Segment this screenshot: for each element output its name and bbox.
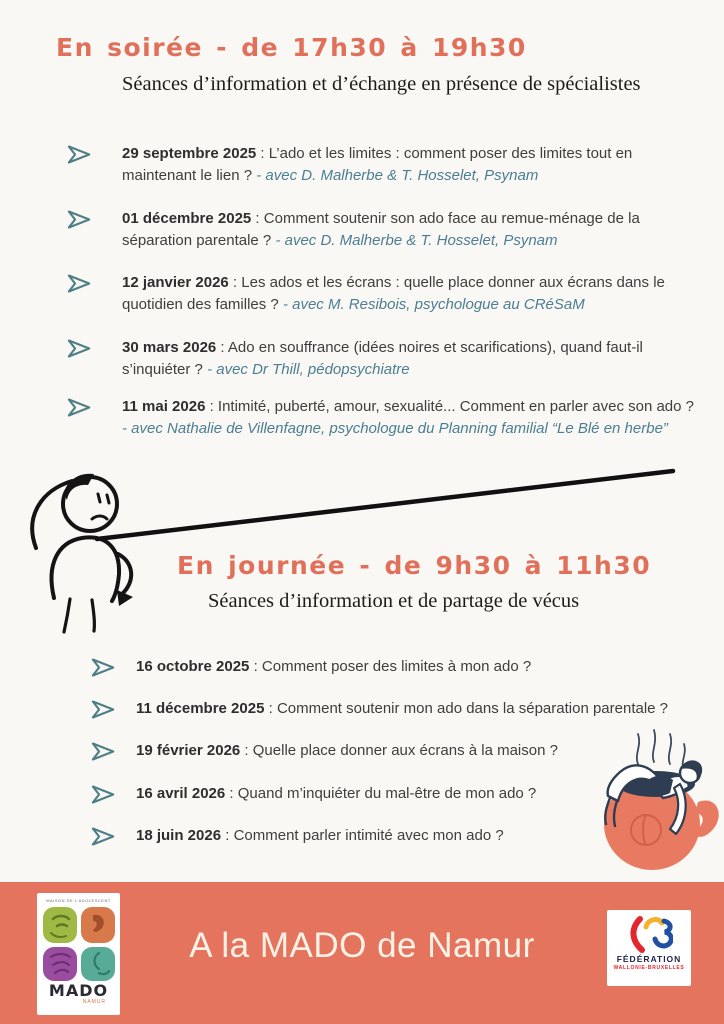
mado-logo-header: MAISON DE L’ADOLESCENT xyxy=(46,898,111,903)
session-date: 19 février 2026 xyxy=(136,742,241,759)
coffee-cup-person-illustration xyxy=(586,722,721,879)
session-text xyxy=(122,337,694,381)
arrow-bullet-icon xyxy=(66,337,93,360)
session-topic: : Comment parler intimité avec mon ado ? xyxy=(221,827,504,844)
fwb-logo xyxy=(607,910,691,986)
session-topic: : Quelle place donner aux écrans à la maison ? xyxy=(240,742,558,759)
session-date: 16 octobre 2025 xyxy=(136,658,250,675)
arrow-bullet-icon xyxy=(66,272,93,295)
session-topic: : Comment soutenir son ado face au remue-ménage de la séparation parentale ? xyxy=(122,210,640,249)
arrow-bullet-icon xyxy=(66,396,93,419)
mado-logo-city: NAMUR xyxy=(82,999,106,1005)
session-text xyxy=(122,396,694,440)
thinking-person-illustration xyxy=(22,468,138,634)
session-date: 16 avril 2026 xyxy=(136,785,226,802)
session-text xyxy=(122,208,694,252)
arrow-bullet-icon xyxy=(90,783,117,806)
session-speakers: - avec D. Malherbe & T. Hosselet, Psynam xyxy=(275,232,558,249)
fwb-logo-line1: FÉDÉRATION xyxy=(616,954,682,964)
arrow-bullet-icon xyxy=(90,656,117,679)
session-text xyxy=(122,272,694,316)
session-item xyxy=(90,698,706,720)
footer-band xyxy=(0,882,724,1024)
session-speakers: - avec Dr Thill, pédopsychiatre xyxy=(207,361,410,378)
session-item xyxy=(66,337,698,381)
session-date: 11 mai 2026 xyxy=(122,398,206,415)
evening-section-subtitle: Séances d’information et d’échange en présence de spécialistes xyxy=(122,73,641,95)
arrow-bullet-icon xyxy=(66,143,93,166)
session-text xyxy=(122,143,694,187)
fwb-logo-mark xyxy=(625,915,673,953)
session-item xyxy=(66,396,698,440)
session-speakers: - avec M. Resibois, psychologue au CRéSaM xyxy=(282,296,585,313)
session-date: 01 décembre 2025 xyxy=(122,210,252,227)
session-text xyxy=(136,656,706,678)
session-topic: : Quand m’inquiéter du mal-être de mon ado ? xyxy=(225,785,537,802)
session-date: 12 janvier 2026 xyxy=(122,274,229,291)
session-topic: : Comment poser des limites à mon ado ? xyxy=(249,658,532,675)
mado-logo-wordmark: MADO xyxy=(48,981,109,1000)
mado-logo-art xyxy=(41,905,117,981)
session-item xyxy=(66,143,698,187)
session-item xyxy=(66,208,698,252)
session-topic: : Les ados et les écrans : quelle place donner aux écrans dans le quotidien des familles ? xyxy=(122,274,665,313)
daytime-section-title: En journée - de 9h30 à 11h30 xyxy=(177,551,652,580)
arrow-bullet-icon xyxy=(66,208,93,231)
session-date: 29 septembre 2025 xyxy=(122,145,257,162)
session-speakers: - avec Nathalie de Villenfagne, psychologue du Planning familial “Le Blé en herbe” xyxy=(122,420,668,437)
arrow-bullet-icon xyxy=(90,825,117,848)
footer-title: A la MADO de Namur xyxy=(189,926,535,965)
daytime-section-subtitle: Séances d’information et de partage de vécus xyxy=(208,590,580,612)
session-date: 30 mars 2026 xyxy=(122,339,217,356)
session-topic: : Intimité, puberté, amour, sexualité... Comment en parler avec son ado ? xyxy=(205,398,695,415)
session-date: 11 décembre 2025 xyxy=(136,700,265,717)
session-topic: : L’ado et les limites : comment poser des limites tout en maintenant le lien ? xyxy=(122,145,633,184)
session-item xyxy=(90,656,706,678)
arrow-bullet-icon xyxy=(90,698,117,721)
fwb-logo-line2: WALLONIE-BRUXELLES xyxy=(613,965,685,971)
evening-section-title: En soirée - de 17h30 à 19h30 xyxy=(56,33,527,62)
session-speakers: - avec D. Malherbe & T. Hosselet, Psynam xyxy=(256,167,539,184)
session-text xyxy=(136,698,706,720)
session-item xyxy=(66,272,698,316)
arrow-bullet-icon xyxy=(90,740,117,763)
session-topic: : Comment soutenir mon ado dans la séparation parentale ? xyxy=(264,700,669,717)
mado-logo xyxy=(37,893,120,1015)
divider-line xyxy=(88,462,680,546)
session-topic: : Ado en souffrance (idées noires et scarifications), quand faut-il s’inquiéter ? xyxy=(122,339,643,378)
session-date: 18 juin 2026 xyxy=(136,827,222,844)
